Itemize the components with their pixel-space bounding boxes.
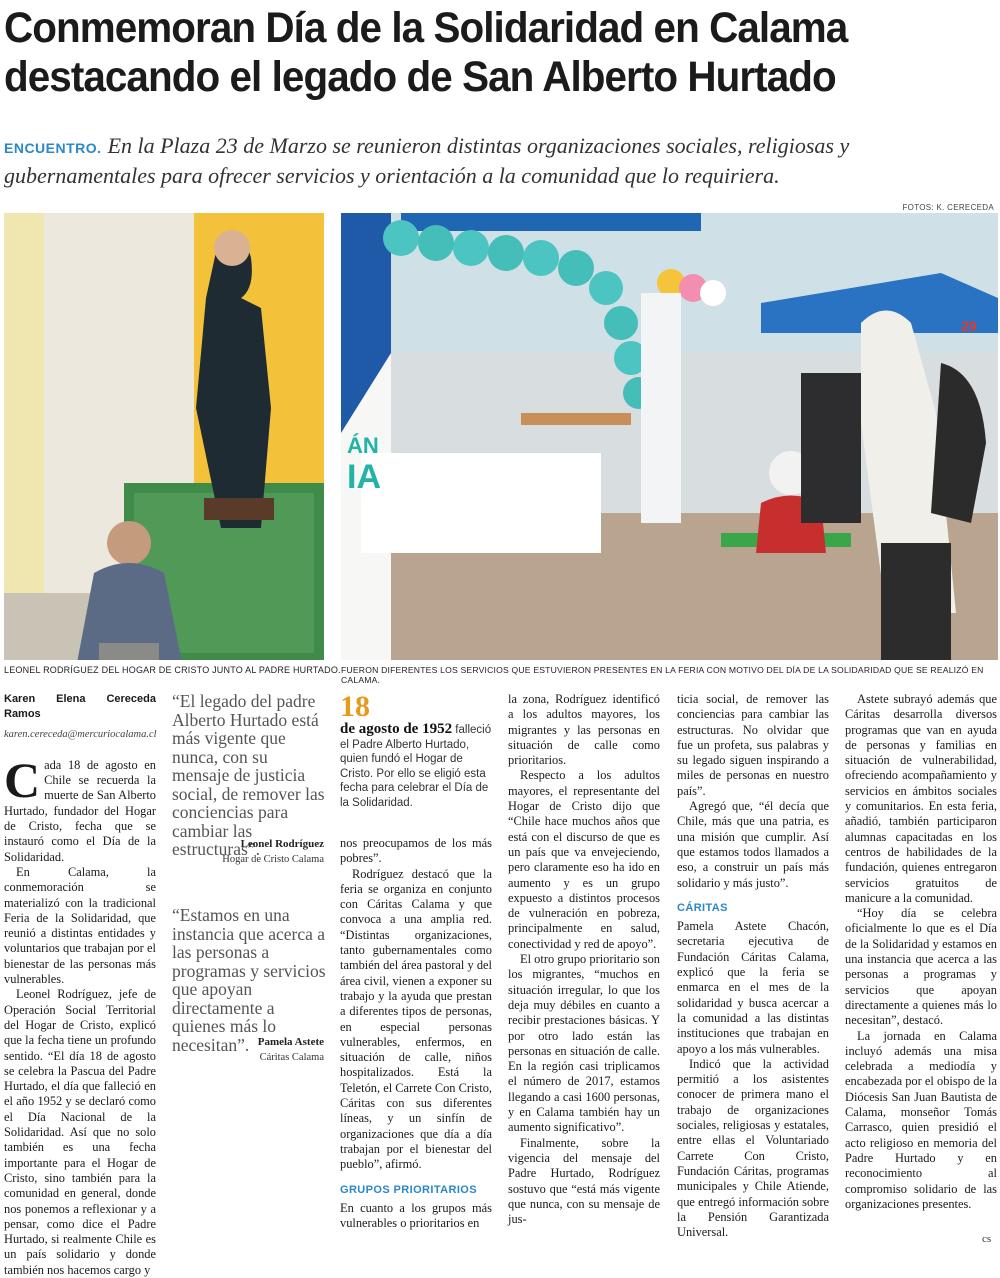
deck-line-1: En la Plaza 23 de Marzo se reunieron distintas organizaciones sociales, religiosas y	[107, 133, 850, 158]
col3-p3: En cuanto a los grupos más vulnerables o prioritarios en	[340, 1200, 492, 1231]
photo-feria-solidaridad	[341, 213, 998, 660]
col5-p3: Pamela Astete Chacón, secretaria ejecutiva de Fundación Cáritas Calama, explicó que la feria se enmarca en el mes de la solidaridad y busca acercar a la comunidad a las distintas instituciones que trabajan en apoyo a los más vulnerables.	[677, 919, 829, 1056]
kicker: ENCUENTRO.	[4, 140, 102, 156]
pull-quote-1: “El legado del padre Alberto Hurtado está más vigente que nunca, con su mensaje de justicia social, de remover las conciencias para cambiar las estructuras”.	[172, 691, 325, 859]
pull-quote-2-name: Pamela Astete	[257, 1036, 324, 1048]
subhead-grupos-prioritarios: GRUPOS PRIORITARIOS	[340, 1183, 477, 1196]
caption-left-photo: LEONEL RODRÍGUEZ DEL HOGAR DE CRISTO JUNTO AL PADRE HURTADO.	[4, 665, 341, 675]
photo-leonel-rodriguez	[4, 213, 324, 660]
headline-line-1: Conmemoran Día de la Solidaridad en Calama	[4, 4, 848, 52]
col5-p1: ticia social, de remover las conciencias para cambiar las estructuras. No olvidar que fue un profeta, sus palabras y su legado siguen inspirando a miles de personas en nuestro país”.	[677, 692, 829, 798]
date-text: falleció el Padre Alberto Hurtado, quien fundó el Hogar de Cristo. Por ello se eligió esta fecha para celebrar el Día de la Solidaridad.	[340, 724, 492, 809]
col6-p2: “Hoy día se celebra oficialmente lo que es el Día de la Solidaridad y estamos en una instancia que acerca a las personas a programas y servicios que apoyan directamente a quienes más lo necesitan”, destacó.	[845, 906, 997, 1028]
banner-text-b: IA	[347, 458, 381, 496]
date-day: 18	[340, 690, 370, 723]
pull-quote-2: “Estamos en una instancia que acerca a las personas a programas y servicios que apoyan directamente a quienes más lo necesitan”.	[172, 905, 326, 1055]
col6-p3: La jornada en Calama incluyó además una misa celebrada a mediodía y encabezada por el obispo de la Diócesis San Juan Bautista de Calama, monseñor Tomás Carrasco, quien presidió el acto religioso en memoria del Padre Hurtado y en reconocimiento al compromiso solidario de las organizaciones presentes.	[845, 1028, 997, 1211]
col4-p1: la zona, Rodríguez identificó a los adultos mayores, los migrantes y las personas en situación de calle como prioritarios.	[508, 692, 660, 768]
column-5	[677, 692, 829, 1240]
headline-line-2: destacando el legado de San Alberto Hurtado	[4, 53, 836, 101]
date-box	[340, 692, 492, 810]
headline	[4, 4, 936, 102]
banner-text-a: ÁN	[347, 433, 379, 458]
col5-p4: Indicó que la actividad permitió a los asistentes conocer de primera mano el trabajo de organizaciones sociales, religiosas y estatales, entre ellas el Voluntariado Carrete Con Cristo, Fundación Cáritas, programas municipales y Chile Atiende, que entregó información sobre la Pensión Garantizada Universal.	[677, 1056, 829, 1240]
column-1	[4, 692, 156, 1278]
deck	[4, 132, 996, 190]
photo-left-illustration	[4, 213, 324, 660]
dropcap: C	[4, 751, 41, 808]
col5-p2: Agregó que, “él decía que Chile, más que una patria, es una misión que cumplir. Así que estamos todos llamados a eso, a construir un país más solidario y más justo”.	[677, 799, 829, 890]
pull-quote-1-name: Leonel Rodríguez	[240, 838, 324, 850]
column-6	[845, 692, 997, 1212]
byline-author: Karen Elena Cereceda Ramos	[4, 693, 156, 721]
col3-p1: nos preocupamos de los más pobres”.	[340, 836, 492, 866]
column-4	[508, 692, 660, 1227]
pull-quote-1-org: Hogar de Cristo Calama	[222, 854, 324, 865]
col6-p1: Astete subrayó además que Cáritas desarrolla diversos programas que van en ayuda de personas y familias en situación de vulnerabilidad, ofreciendo acompañamiento y servicios en ámbitos sociales y comunitarios. En esta feria, añadió, también participaron alumnas capacitadas en los centros de habilidades de la fundación, quienes entregaron servicios gratuitos de manicure a la comunidad.	[845, 692, 997, 905]
end-mark: cs	[982, 1233, 992, 1245]
subhead-caritas: CÁRITAS	[677, 901, 728, 914]
pull-quote-2-org: Cáritas Calama	[259, 1052, 324, 1063]
col4-p3: El otro grupo prioritario son los migrantes, “muchos en situación irregular, lo que los deja muy débiles en cuanto a recibir prestaciones básicas. Y por otro lado están las personas en situación de calle. En la región casi triplicamos el número de 2017, estamos llegando a casi 1600 personas, y en Calama también hay un aumento significativo”.	[508, 952, 660, 1135]
col1-p3: Leonel Rodríguez, jefe de Operación Social Territorial del Hogar de Cristo, explicó que la fecha tiene un profundo sentido. “El día 18 de agosto se celebra la Pascua del Padre Hurtado, el día que falleció en el año 1952 y se declaró como el Día Nacional de la Solidaridad. Así que no solo también es una fecha importante para el Hogar de Cristo, sino también para la comunidad en general, donde nos ponemos a reflexionar y a pensar, como dice el Padre Hurtado, si realmente Chile es un país solidario y donde también nos hacemos cargo y	[4, 987, 156, 1277]
date-month-year: de agosto de 1952	[340, 721, 453, 737]
col4-p2: Respecto a los adultos mayores, el representante del Hogar de Cristo dijo que “Chile hace muchos años que está con el discurso de que es un país que va envejeciendo, pero claramente eso ha ido en aumento y es un grupo expuesto a distintos procesos de vulneración en pobreza, principalmente en salud, conectividad y red de apoyo”.	[508, 768, 660, 951]
col1-p1: ada 18 de agosto en Chile se recuerda la muerte de San Alberto Hurtado, fundador del Hogar de Cristo, fecha que se instauró como el Día de la Solidaridad.	[4, 757, 156, 864]
col4-p4: Finalmente, sobre la vigencia del mensaje del Padre Hurtado, Rodríguez sostuvo que “está más vigente que nunca, con su mensaje de jus-	[508, 1135, 660, 1227]
byline-email: karen.cereceda@mercuriocalama.cl	[4, 728, 157, 740]
sign-number: 29	[961, 318, 977, 334]
caption-right-photo: FUERON DIFERENTES LOS SERVICIOS QUE ESTUVIERON PRESENTES EN LA FERIA CON MOTIVO DEL DÍA DE LA SOLIDARIDAD QUE SE REALIZÓ EN CALAMA.	[341, 665, 984, 685]
column-3	[340, 836, 492, 1231]
photo-right-illustration	[341, 213, 998, 660]
deck-line-2: gubernamentales para ofrecer servicios y orientación a la comunidad que lo requiriera.	[4, 163, 780, 188]
col1-p2: En Calama, la conmemoración se materializó con la tradicional Feria de la Solidaridad, que reunió a distintas entidades y voluntarios que trabajan por el bienestar de las personas más vulnerables.	[4, 864, 156, 987]
photo-credit: FOTOS: K. CERECEDA	[902, 203, 994, 212]
col3-p2: Rodríguez destacó que la feria se organiza en conjunto con Cáritas Calama y que convoca a una amplia red. “Distintas organizaciones, tanto gubernamentales como también del área pastoral y del área civil, vienen a exponer su trabajo y la ayuda que prestan a diferentes tipos de personas, en especial personas vulnerables, enfermos, en situación de calle, niños hospitalizados. Está la Teletón, el Carrete Con Cristo, Cáritas con sus diferentes líneas, y un sinfín de organizaciones que día a día trabajan por el bienestar del pueblo”, afirmó.	[340, 866, 492, 1172]
